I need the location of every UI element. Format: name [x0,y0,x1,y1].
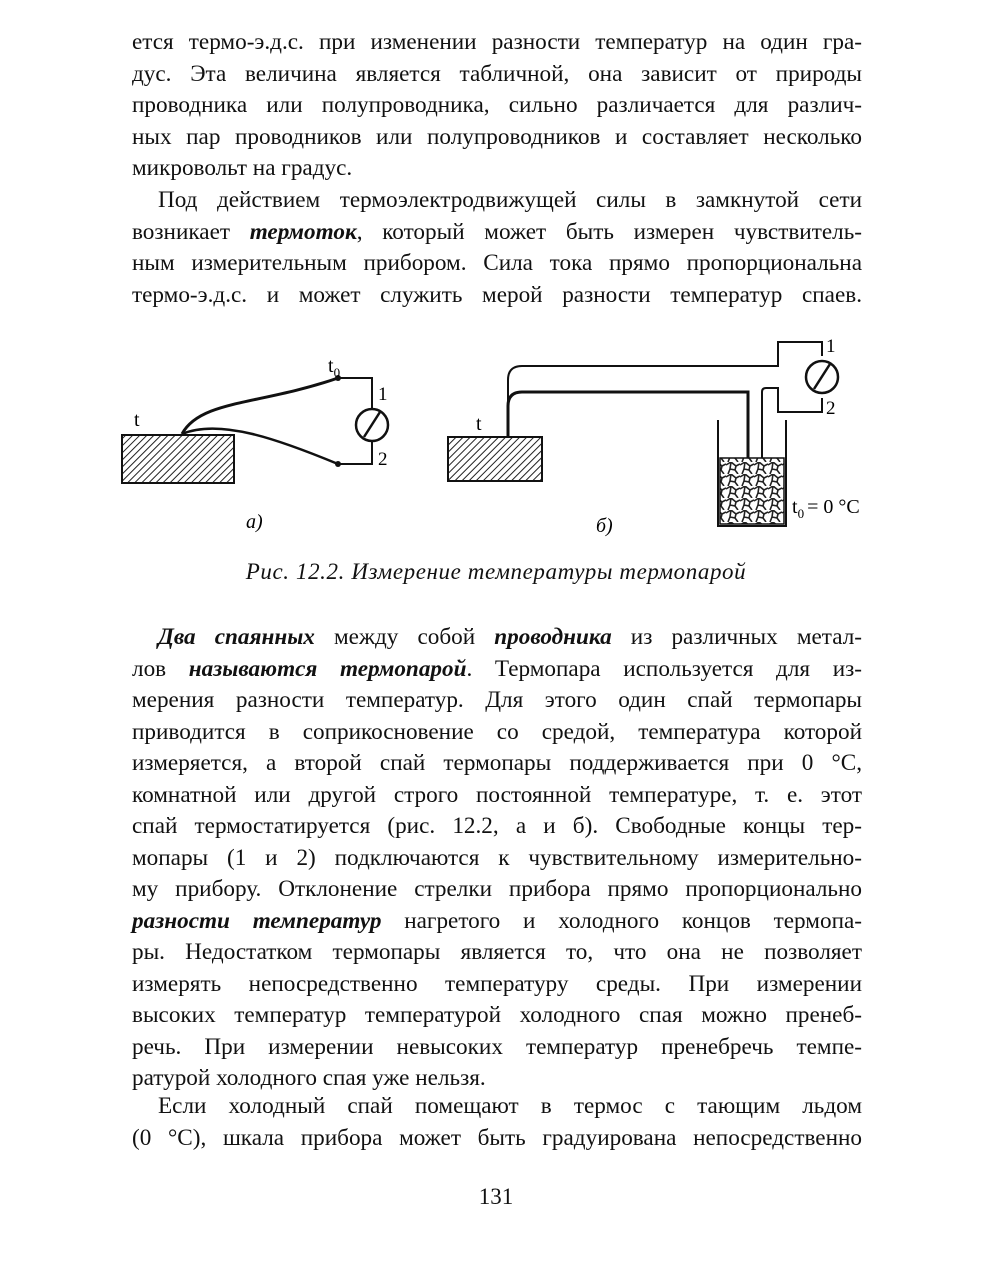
text-run: возникает [132,218,250,245]
text-run: между собой [314,624,495,650]
label-t0-b-sub: 0 [797,506,805,521]
label-t0-a-sub: 0 [333,365,341,380]
text-line: дус. Эта величина является табличной, она зависит от природы [132,60,862,87]
text-line: Под действием термоэлектродвижущей силы в замкнутой сети [158,187,862,213]
text-run: , который может быть измерен чувствитель- [356,218,862,245]
paragraph-4 [132,1091,862,1154]
melting-ice [720,458,784,524]
label-t0-a-main: t [328,355,334,377]
lead-a-2 [338,442,372,464]
text-line: высоких температур температурой холодного спая можно пренеб- [132,1002,862,1028]
term-thermocurrent: термоток [249,218,357,245]
text-line: му прибору. Отклонение стрелки прибора прямо пропорционально [132,876,862,902]
text-line [132,906,862,938]
thermocouple-diagram [110,330,890,560]
text-run: лов [132,655,189,682]
text-line: мерения разности температур. Для этого один спай термопары [132,687,862,713]
figure-caption: Рис. 12.2. Измерение температуры термопарой [245,559,747,584]
terminal-label-2: 2 [378,449,388,470]
text-line: приводится в соприкосновение со средой, температура которой [132,718,862,745]
text-run: из различных метал- [611,624,862,650]
text-line: проводника или полупроводника, сильно различается для различ- [132,92,862,118]
diagram-b [448,336,860,537]
text-line: ных пар проводников или полупроводников и составляет несколько [132,123,862,150]
page-number: 131 [478,1184,514,1209]
text-line: (0 °С), шкала прибора может быть градуирована непосредственно [132,1124,862,1151]
paragraph-2 [132,185,862,311]
text-line: микровольт на градус. [132,155,353,181]
text-line: ры. Недостатком термопары является то, что она не позволяет [132,939,862,965]
text-line: речь. При измерении невысоких температур пренебречь темпе- [132,1033,862,1060]
lead-a-1 [338,378,372,408]
text-line: мопары (1 и 2) подключаются к чувствительному измерительно- [132,844,862,871]
text-line: ется термо-э.д.с. при изменении разности температур на один гра- [132,29,862,55]
term-conductor: проводника [494,624,612,650]
term-thermocouple: называются термопарой [188,655,467,682]
text-run: нагретого и холодного концов термопа- [381,907,862,934]
text-line: ратурой холодного спая уже нельзя. [132,1065,486,1091]
text-run: . Термопара используется для из- [466,655,862,682]
text-line: Если холодный спай помещают в термос с тающим льдом [158,1093,862,1119]
text-line: ным измерительным прибором. Сила тока прямо пропорциональна [132,250,862,276]
label-a: а) [246,511,263,533]
terminal-label-1: 1 [378,384,388,405]
paragraph-3 [132,622,862,1095]
hot-body-a [122,435,234,483]
text-line: термо-э.д.с. и может служить мерой разности температур спаев. [132,281,862,308]
text-line [132,654,862,686]
text-line: измеряется, а второй спай термопары поддерживается при 0 °С, [132,750,862,776]
wire-b-middle [508,392,748,470]
text-line: комнатной или другой строго постоянной температуре, т. е. этот [132,781,862,808]
label-t-b: t [476,413,482,435]
term-temperature-difference: разности температур [132,907,382,934]
terminal-label-2: 2 [826,398,836,419]
label-b: б) [596,515,613,537]
term-two-soldered: Два спаянных [158,624,315,650]
text-line [132,217,862,249]
text-line [132,622,862,654]
label-t0-b-main: t [792,496,798,518]
hot-body-b [448,437,542,481]
figure-thermocouple [110,330,890,560]
label-t0-b-value: = 0 °C [807,496,860,518]
label-t-a: t [134,409,140,431]
text-line: измерять непосредственно температуру среды. При измерении [132,970,862,997]
terminal-label-1: 1 [826,336,836,357]
diagram-a [122,355,388,533]
paragraph-1 [132,27,862,185]
text-line: спай термостатируется (рис. 12.2, а и б). Свободные концы тер- [132,813,862,839]
wire-a-upper [182,378,338,434]
label-t0-a [328,355,340,380]
label-t0-b [792,496,860,521]
